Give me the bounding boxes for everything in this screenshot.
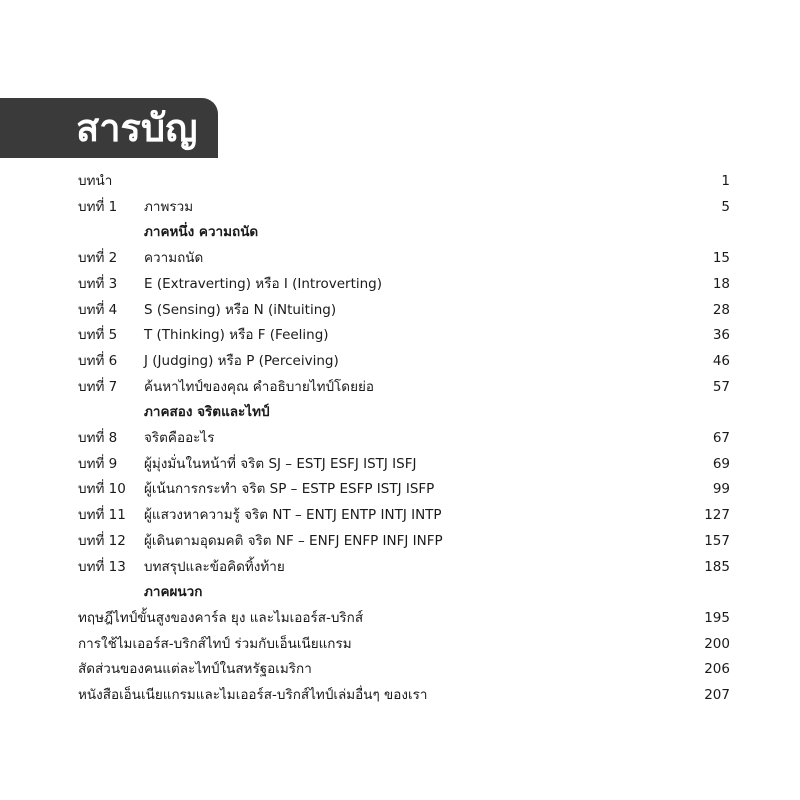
toc-entry[interactable] bbox=[78, 377, 730, 397]
toc-entry-title: ความถนัด bbox=[144, 250, 204, 266]
toc-entry-title: จริตคืออะไร bbox=[144, 430, 215, 446]
toc-chapter-label: บทที่ 9 bbox=[78, 456, 118, 472]
toc-entry-title: ผู้เดินตามอุดมคติ จริต NF – ENFJ ENFP INFJ INFP bbox=[144, 533, 443, 549]
toc-entry-title: J (Judging) หรือ P (Perceiving) bbox=[144, 353, 339, 369]
toc-entry[interactable] bbox=[78, 454, 730, 474]
toc-section-title: ภาคสอง จริตและไทป์ bbox=[144, 404, 270, 420]
toc-page-number: 15 bbox=[712, 250, 730, 266]
toc-entry-title: ผู้เน้นการกระทำ จริต SP – ESTP ESFP ISTJ ISFP bbox=[144, 481, 435, 497]
toc-chapter-label: บทที่ 8 bbox=[78, 430, 118, 446]
toc-chapter-label: บทนำ bbox=[78, 173, 113, 189]
toc-section-title: ภาคผนวก bbox=[144, 584, 203, 600]
toc-page-number: 200 bbox=[704, 636, 730, 652]
toc-chapter-label: บทที่ 5 bbox=[78, 327, 118, 343]
toc-page-number: 127 bbox=[704, 507, 730, 523]
toc-entry[interactable] bbox=[78, 531, 730, 551]
toc-entry-title: ภาพรวม bbox=[144, 199, 194, 215]
toc-page-number: 206 bbox=[704, 661, 730, 677]
toc-entry-title: สัดส่วนของคนแต่ละไทป์ในสหรัฐอเมริกา bbox=[78, 661, 312, 677]
toc-entry[interactable] bbox=[78, 300, 730, 320]
toc-page-number: 67 bbox=[712, 430, 730, 446]
toc-entry[interactable] bbox=[78, 171, 730, 191]
toc-page-number: 69 bbox=[712, 456, 730, 472]
toc-page-number: 18 bbox=[712, 276, 730, 292]
toc-chapter-label: บทที่ 2 bbox=[78, 250, 118, 266]
toc-section-heading bbox=[78, 582, 730, 602]
toc-section-title: ภาคหนึ่ง ความถนัด bbox=[144, 224, 259, 240]
toc-entry[interactable] bbox=[78, 274, 730, 294]
page-title: สารบัญ bbox=[76, 106, 198, 150]
toc-entry[interactable] bbox=[78, 685, 730, 705]
toc-entry[interactable] bbox=[78, 197, 730, 217]
toc-entry-title: T (Thinking) หรือ F (Feeling) bbox=[144, 327, 329, 343]
toc-page-number: 28 bbox=[712, 302, 730, 318]
toc-chapter-label: บทที่ 1 bbox=[78, 199, 118, 215]
toc-entry[interactable] bbox=[78, 351, 730, 371]
toc-entry[interactable] bbox=[78, 325, 730, 345]
toc-chapter-label: บทที่ 3 bbox=[78, 276, 118, 292]
toc-page-number: 46 bbox=[712, 353, 730, 369]
toc-entry[interactable] bbox=[78, 659, 730, 679]
toc-page-number: 157 bbox=[704, 533, 730, 549]
toc-entry-title: S (Sensing) หรือ N (iNtuiting) bbox=[144, 302, 337, 318]
toc-page-number: 195 bbox=[704, 610, 730, 626]
toc-entry[interactable] bbox=[78, 479, 730, 499]
toc-chapter-label: บทที่ 10 bbox=[78, 481, 126, 497]
toc-page-number: 5 bbox=[721, 199, 730, 215]
toc-section-heading bbox=[78, 222, 730, 242]
toc-chapter-label: บทที่ 7 bbox=[78, 379, 118, 395]
toc-entry[interactable] bbox=[78, 428, 730, 448]
toc-page-number: 57 bbox=[712, 379, 730, 395]
toc-entry[interactable] bbox=[78, 505, 730, 525]
toc-entry[interactable] bbox=[78, 248, 730, 268]
toc-page-number: 207 bbox=[704, 687, 730, 703]
toc-entry[interactable] bbox=[78, 634, 730, 654]
toc-entry[interactable] bbox=[78, 608, 730, 628]
toc-page-number: 1 bbox=[721, 173, 730, 189]
toc-chapter-label: บทที่ 12 bbox=[78, 533, 126, 549]
toc-entry-title: ผู้มุ่งมั่นในหน้าที่ จริต SJ – ESTJ ESFJ ISTJ ISFJ bbox=[144, 456, 417, 472]
toc-page-number: 36 bbox=[712, 327, 730, 343]
toc-entry-title: ทฤษฎีไทป์ขั้นสูงของคาร์ล ยุง และไมเออร์ส-บริกส์ bbox=[78, 610, 364, 626]
toc-entry-title: ค้นหาไทป์ของคุณ คำอธิบายไทป์โดยย่อ bbox=[144, 379, 374, 395]
toc-page-number: 185 bbox=[704, 559, 730, 575]
toc-chapter-label: บทที่ 11 bbox=[78, 507, 126, 523]
toc-entry[interactable] bbox=[78, 557, 730, 577]
toc-chapter-label: บทที่ 4 bbox=[78, 302, 118, 318]
toc-entry-title: E (Extraverting) หรือ I (Introverting) bbox=[144, 276, 383, 292]
toc-page-number: 99 bbox=[712, 481, 730, 497]
toc-entry-title: การใช้ไมเออร์ส-บริกส์ไทป์ ร่วมกับเอ็นเนียแกรม bbox=[78, 636, 352, 652]
toc-section-heading bbox=[78, 402, 730, 422]
toc-entry-title: ผู้แสวงหาความรู้ จริต NT – ENTJ ENTP INTJ INTP bbox=[144, 507, 442, 523]
toc-chapter-label: บทที่ 6 bbox=[78, 353, 118, 369]
toc-entry-title: บทสรุปและข้อคิดทิ้งท้าย bbox=[144, 559, 285, 575]
toc-entry-title: หนังสือเอ็นเนียแกรมและไมเออร์ส-บริกส์ไทป์เล่มอื่นๆ ของเรา bbox=[78, 687, 428, 703]
toc-chapter-label: บทที่ 13 bbox=[78, 559, 126, 575]
